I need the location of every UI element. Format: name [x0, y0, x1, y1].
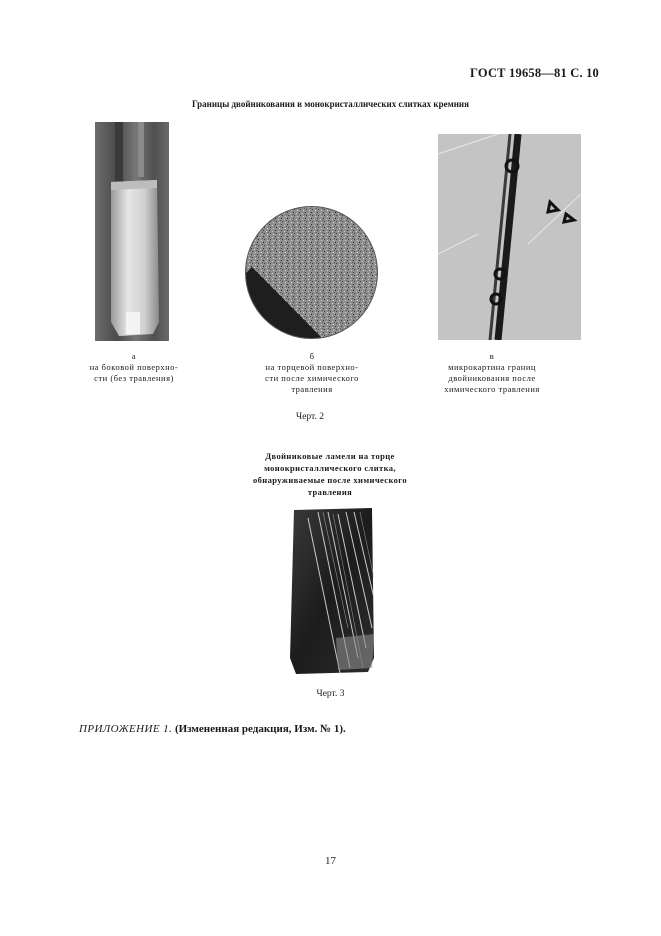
panel-b-caption-line: сти после химического	[265, 373, 359, 383]
panel-a-caption-line: на боковой поверхно-	[89, 362, 179, 372]
panel-b-letter: б	[309, 351, 315, 361]
panel-a-caption-line: сти (без травления)	[94, 373, 174, 383]
figure3-title	[230, 450, 430, 498]
photo-twin-lamellae	[288, 508, 376, 674]
revision-note: (Измененная редакция, Изм. № 1).	[174, 723, 346, 735]
photo-twin-boundary-micrograph	[438, 134, 581, 340]
panel-c-letter: в	[489, 351, 495, 361]
figure3-label: Черт. 3	[316, 689, 345, 699]
figure2-title: Границы двойникования в монокристаллических слитках кремния	[192, 99, 469, 109]
figure3-title-line: обнаруживаемые после химического	[253, 475, 407, 485]
panel-c-caption-line: микрокартина границ	[448, 362, 536, 372]
appendix-note	[79, 723, 346, 735]
panel-c-caption-line: двойникования после	[448, 373, 536, 383]
panel-b-caption-line: на торцевой поверхно-	[265, 362, 359, 372]
photo-ingot-end-face	[244, 205, 379, 340]
figure3-title-line: травления	[307, 487, 353, 497]
panel-c-caption-line: химического травления	[444, 384, 540, 394]
document-header: ГОСТ 19658—81 С. 10	[470, 66, 599, 80]
figure3-title-line: Двойниковые ламели на торце	[265, 451, 395, 461]
panel-b-caption-line: травления	[291, 384, 333, 394]
figure2-label: Черт. 2	[296, 412, 324, 422]
appendix-title: ПРИЛОЖЕНИЕ 1.	[79, 723, 173, 735]
caption-panel-b	[244, 351, 380, 395]
caption-panel-a	[66, 351, 202, 384]
panel-a-letter: а	[131, 351, 137, 361]
figure3-title-line: монокристаллического слитка,	[264, 463, 396, 473]
caption-panel-c	[424, 351, 560, 395]
page-number: 17	[325, 855, 336, 867]
photo-ingot-side-surface	[93, 122, 172, 341]
